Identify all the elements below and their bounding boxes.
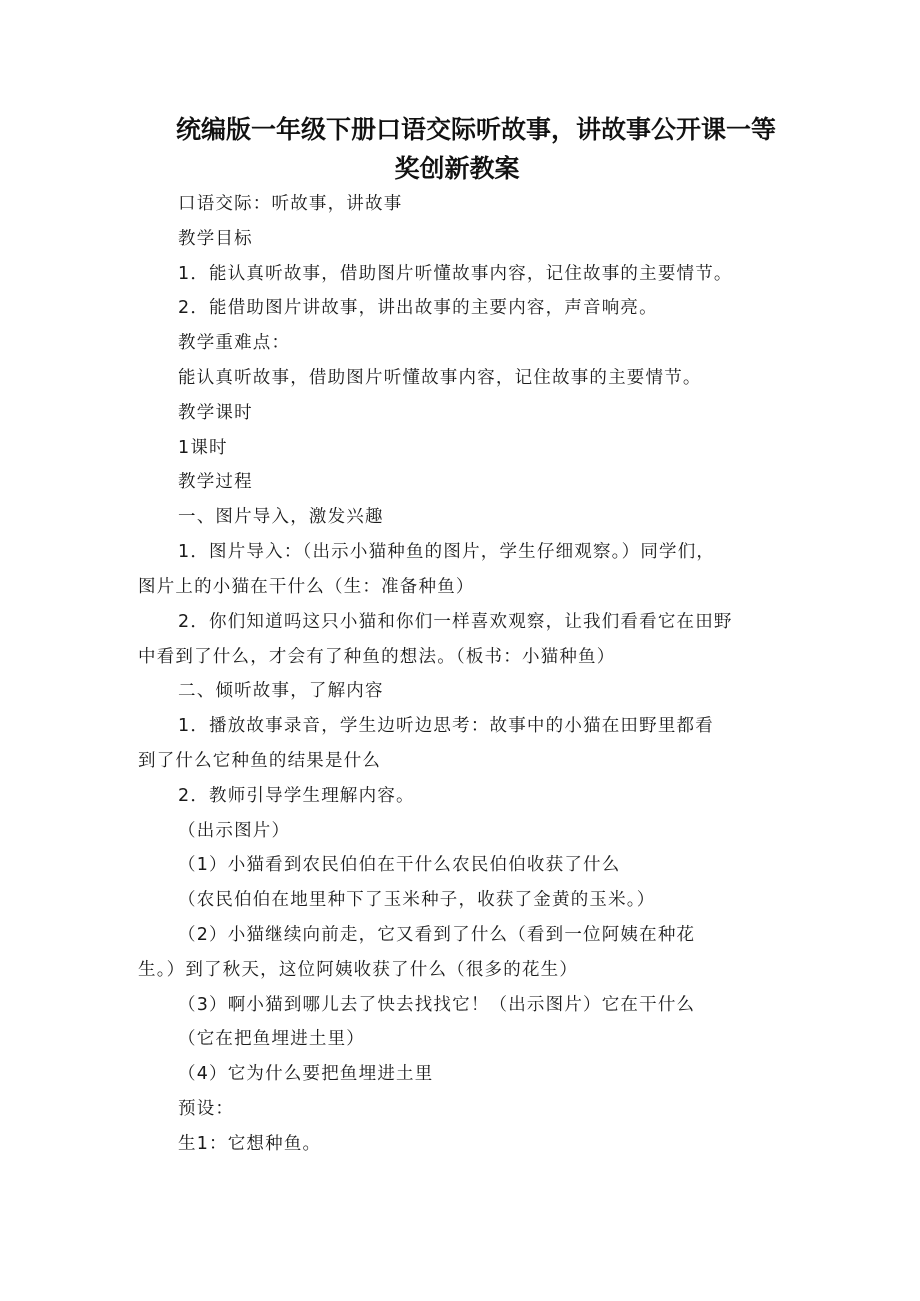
section-heading: 教学重难点： <box>178 333 291 353</box>
paragraph-line: 2．你们知道吗这只小猫和你们一样喜欢观察，让我们看看它在田野 <box>178 612 733 632</box>
paragraph-line: （出示图片） <box>178 821 291 841</box>
paragraph-line: 生1：它想种鱼。 <box>178 1134 322 1154</box>
paragraph-line: 到了什么它种鱼的结果是什么 <box>138 751 382 771</box>
paragraph-line: （1）小猫看到农民伯伯在干什么农民伯伯收获了什么 <box>178 855 621 875</box>
paragraph-line: （3）啊小猫到哪儿去了快去找找它！（出示图片）它在干什么 <box>178 995 696 1015</box>
paragraph-line: 中看到了什么，才会有了种鱼的想法。（板书：小猫种鱼） <box>138 647 616 667</box>
section-heading: 教学课时 <box>178 403 253 423</box>
section-heading: 二、倾听故事，了解内容 <box>178 681 384 701</box>
paragraph-line: （农民伯伯在地里种下了玉米种子，收获了金黄的玉米。） <box>178 890 656 910</box>
paragraph-line: （它在把鱼埋进土里） <box>178 1029 365 1049</box>
paragraph-line: 能认真听故事，借助图片听懂故事内容，记住故事的主要情节。 <box>178 368 702 388</box>
document-title-line-1: 统编版一年级下册口语交际听故事，讲故事公开课一等 <box>175 115 776 144</box>
paragraph-line: 预设： <box>178 1099 235 1119</box>
paragraph-line: 1．能认真听故事，借助图片听懂故事内容，记住故事的主要情节。 <box>178 264 733 284</box>
section-heading: 一、图片导入，激发兴趣 <box>178 507 384 527</box>
section-heading: 教学过程 <box>178 472 253 492</box>
paragraph-line: 1．图片导入：（出示小猫种鱼的图片，学生仔细观察。）同学们， <box>178 542 716 562</box>
paragraph-line: 1．播放故事录音，学生边听边思考：故事中的小猫在田野里都看 <box>178 716 714 736</box>
paragraph-line: 2．能借助图片讲故事，讲出故事的主要内容，声音响亮。 <box>178 298 658 318</box>
paragraph-line: （2）小猫继续向前走，它又看到了什么（看到一位阿姨在种花 <box>178 925 696 945</box>
paragraph-line: 1课时 <box>178 438 228 458</box>
paragraph-line: 生。）到了秋天，这位阿姨收获了什么（很多的花生） <box>138 960 579 980</box>
paragraph-line: 图片上的小猫在干什么（生：准备种鱼） <box>138 577 475 597</box>
paragraph-line: （4）它为什么要把鱼埋进土里 <box>178 1064 434 1084</box>
paragraph-line: 2．教师引导学生理解内容。 <box>178 786 415 806</box>
document-title-line-2: 奖创新教案 <box>394 154 520 183</box>
section-heading: 教学目标 <box>178 229 253 249</box>
section-heading: 口语交际：听故事，讲故事 <box>178 194 403 214</box>
